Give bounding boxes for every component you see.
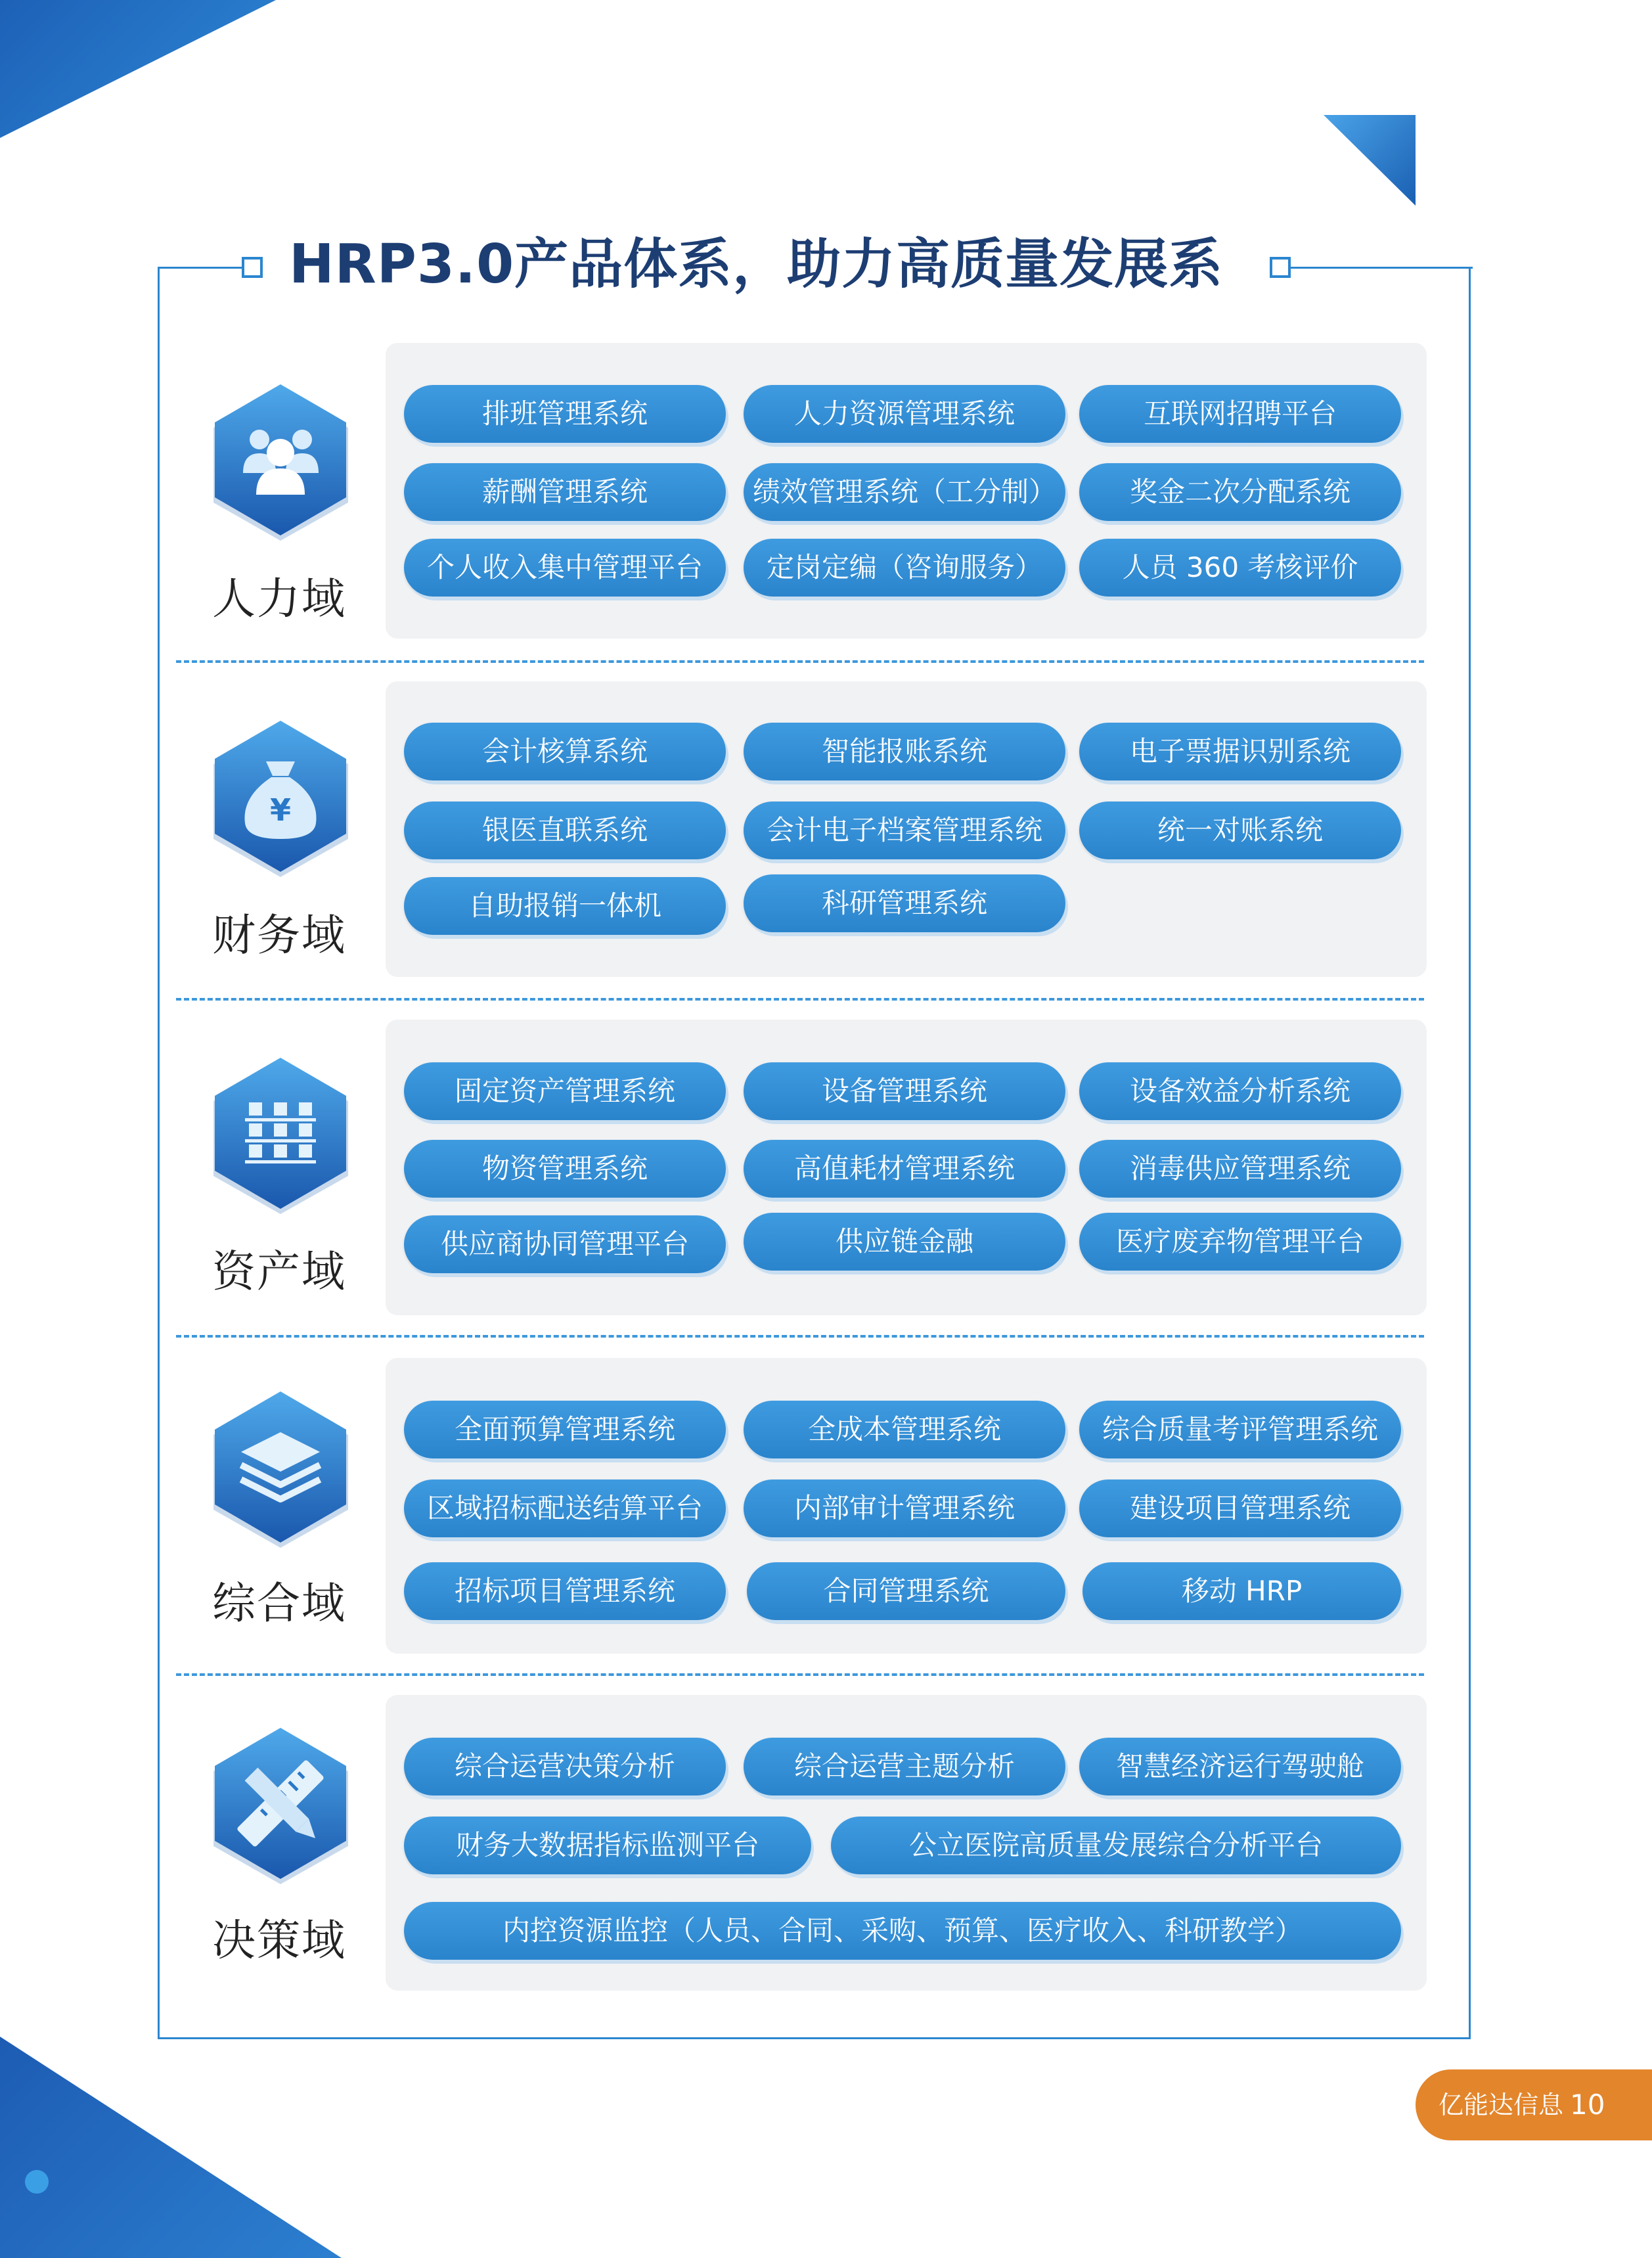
- frame-square-left: [242, 257, 263, 278]
- svg-text:¥: ¥: [269, 792, 292, 828]
- domain-label-general: 综合域: [212, 1578, 346, 1629]
- system-pill[interactable]: 财务大数据指标监测平台: [404, 1817, 811, 1874]
- section-divider: [176, 998, 1424, 1001]
- system-pill[interactable]: 人员 360 考核评价: [1079, 539, 1401, 597]
- system-pill[interactable]: 综合运营主题分析: [744, 1738, 1065, 1795]
- system-pill[interactable]: 科研管理系统: [744, 874, 1065, 932]
- system-pill[interactable]: 智能报账系统: [744, 723, 1065, 780]
- system-pill[interactable]: 内部审计管理系统: [744, 1479, 1065, 1537]
- system-pill[interactable]: 固定资产管理系统: [404, 1062, 726, 1120]
- system-pill[interactable]: 统一对账系统: [1079, 802, 1401, 859]
- system-pill[interactable]: 自助报销一体机: [404, 877, 726, 935]
- corner-decoration-top-left: [0, 0, 276, 138]
- money-bag-icon: [207, 721, 355, 882]
- system-pill[interactable]: 消毒供应管理系统: [1079, 1140, 1401, 1198]
- domain-label-hr: 人力域: [212, 574, 346, 624]
- ruler-pencil-icon: [207, 1728, 355, 1889]
- domain-label-decision: 决策域: [212, 1915, 346, 1966]
- system-pill[interactable]: 银医直联系统: [404, 802, 726, 859]
- system-pill[interactable]: 供应链金融: [744, 1213, 1065, 1271]
- system-pill[interactable]: 区域招标配送结算平台: [404, 1479, 726, 1537]
- system-pill[interactable]: 物资管理系统: [404, 1140, 726, 1198]
- system-pill[interactable]: 会计电子档案管理系统: [744, 802, 1065, 859]
- corner-decoration-top-right: [1324, 115, 1416, 206]
- people-group-icon: [207, 384, 355, 545]
- system-pill[interactable]: 智慧经济运行驾驶舱: [1079, 1738, 1401, 1795]
- page-title: HRP3.0产品体系，助力高质量发展系: [289, 233, 1224, 296]
- system-pill[interactable]: 电子票据识别系统: [1079, 723, 1401, 780]
- system-pill[interactable]: 个人收入集中管理平台: [404, 539, 726, 597]
- system-pill[interactable]: 薪酬管理系统: [404, 463, 726, 521]
- frame-top-line-right: [1289, 267, 1473, 269]
- layers-icon: [207, 1391, 355, 1552]
- frame-square-right: [1270, 257, 1291, 278]
- corner-decoration-bottom-left: [0, 2037, 342, 2258]
- system-pill[interactable]: 排班管理系统: [404, 385, 726, 443]
- page-number: 10: [1570, 2089, 1605, 2121]
- system-pill[interactable]: 合同管理系统: [747, 1562, 1065, 1620]
- system-pill[interactable]: 定岗定编（咨询服务）: [744, 539, 1065, 597]
- system-pill[interactable]: 绩效管理系统（工分制）: [744, 463, 1065, 521]
- system-pill[interactable]: 公立医院高质量发展综合分析平台: [831, 1817, 1401, 1874]
- system-pill[interactable]: 招标项目管理系统: [404, 1562, 726, 1620]
- system-pill[interactable]: 供应商协同管理平台: [404, 1215, 726, 1273]
- system-pill[interactable]: 设备管理系统: [744, 1062, 1065, 1120]
- system-pill[interactable]: 建设项目管理系统: [1079, 1479, 1401, 1537]
- section-divider: [176, 1335, 1424, 1338]
- section-divider: [176, 660, 1424, 663]
- system-pill[interactable]: 会计核算系统: [404, 723, 726, 780]
- company-name: 亿能达信息: [1439, 2090, 1564, 2119]
- system-pill[interactable]: 高值耗材管理系统: [744, 1140, 1065, 1198]
- system-pill[interactable]: 人力资源管理系统: [744, 385, 1065, 443]
- system-pill[interactable]: 移动 HRP: [1083, 1562, 1401, 1620]
- section-divider: [176, 1673, 1424, 1676]
- frame-top-line-left: [158, 267, 248, 269]
- system-pill[interactable]: 设备效益分析系统: [1079, 1062, 1401, 1120]
- corner-dot: [25, 2170, 49, 2194]
- system-pill[interactable]: 综合运营决策分析: [404, 1738, 726, 1795]
- system-pill[interactable]: 全成本管理系统: [744, 1401, 1065, 1458]
- system-pill[interactable]: 内控资源监控（人员、合同、采购、预算、医疗收入、科研教学）: [404, 1902, 1401, 1960]
- system-pill[interactable]: 互联网招聘平台: [1079, 385, 1401, 443]
- system-pill[interactable]: 综合质量考评管理系统: [1079, 1401, 1401, 1458]
- system-pill[interactable]: 全面预算管理系统: [404, 1401, 726, 1458]
- domain-label-asset: 资产域: [212, 1246, 346, 1297]
- system-pill[interactable]: 医疗废弃物管理平台: [1079, 1213, 1401, 1271]
- asset-grid-icon: [207, 1058, 355, 1219]
- domain-label-finance: 财务域: [212, 910, 346, 960]
- system-pill[interactable]: 奖金二次分配系统: [1079, 463, 1401, 521]
